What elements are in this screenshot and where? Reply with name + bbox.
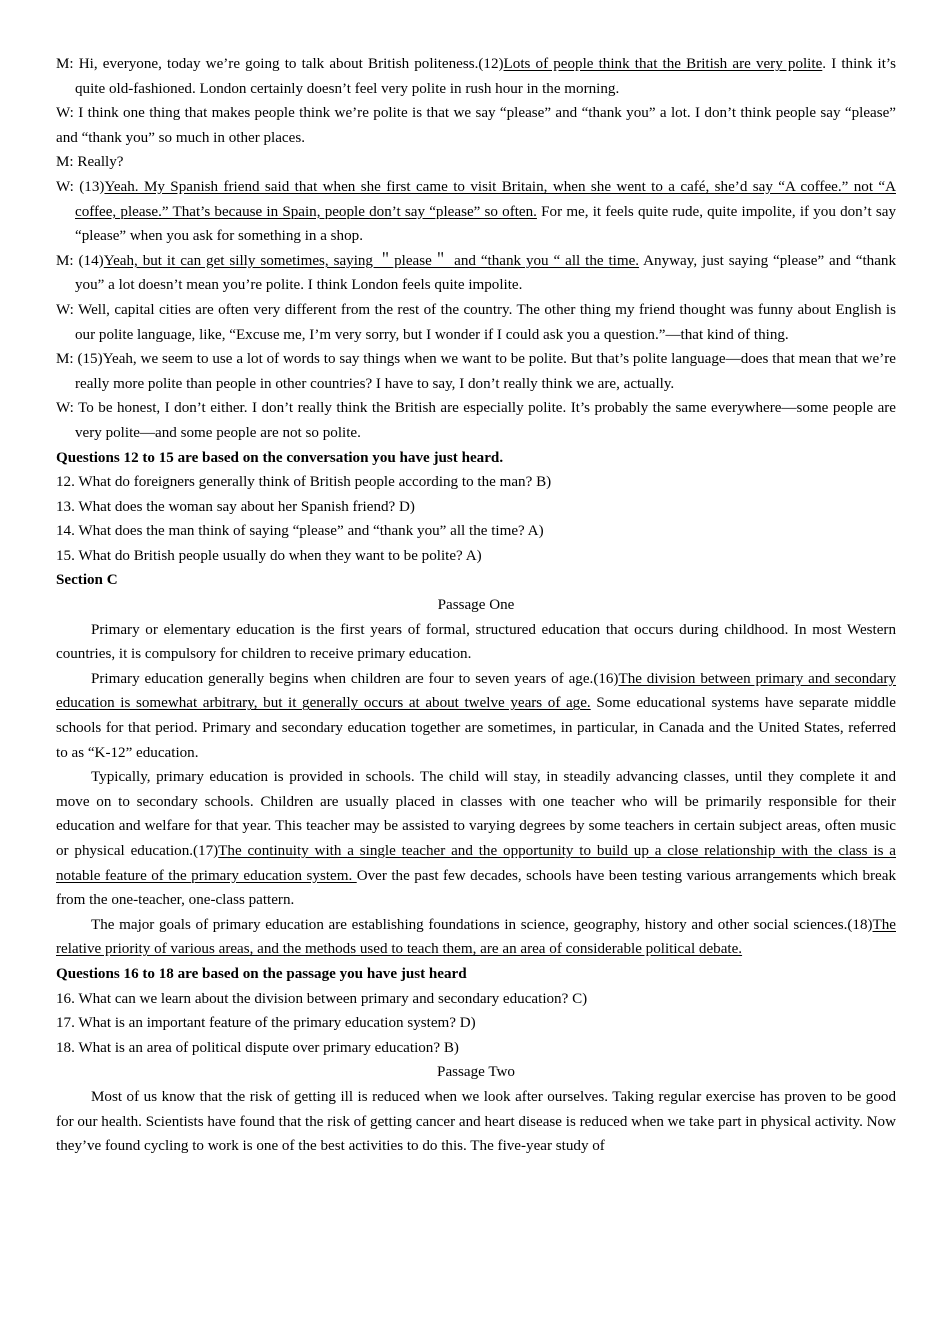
plain-text: Well, capital cities are often very different from the rest of the country. The other thing my friend thought was funny about English is our polite language, like, “Excuse me, I’m very sorry, but I wonder if I could ask you a question.”—that kind of thing. [75,301,896,343]
speaker-label: W: [56,178,80,195]
dialogue-line [56,101,896,150]
passage-paragraph [56,618,896,667]
plain-text: Primary education generally begins when children are four to seven years of age.(16) [91,670,619,687]
passage-two-body [56,1085,896,1159]
passage-paragraph [56,913,896,962]
underlined-text: The continuity with a single teacher and the opportunity to build up a close relationship with the class is a notable feature of the primary education system. [56,843,897,884]
question-item: 12. What do foreigners generally think of British people according to the man? B) [56,474,552,491]
underlined-text: Yeah. My Spanish friend said that when she first came to visit Britain, when she went to a café, she’d say “A coffee.” not “A coffee, please.” That’s because in Spain, people don’t say “please” so often. [75,178,896,220]
question-item: 18. What is an area of political dispute over primary education? B) [56,1039,459,1056]
speaker-label: M: [56,154,78,171]
passage-paragraph [56,1085,896,1159]
passage-paragraph [56,667,896,765]
plain-text: Most of us know that the risk of getting ill is reduced when we look after ourselves. Taking regular exercise has proven to be good for our health. Scientists have found that the risk of getting cancer and heart disease is reduced when we take part in physical activity. Now they’ve found cycling to work is one of the best activities to do this. The five-year study of [56,1088,896,1155]
underlined-text: The relative priority of various areas, and the methods used to teach them, are an area of considerable political debate. [56,916,896,958]
plain-text: The major goals of primary education are establishing foundations in science, geography, history and other social sciences.(18) [91,916,873,933]
plain-text: Typically, primary education is provided in schools. The child will stay, in steadily advancing classes, until they complete it and move on to secondary schools. Children are usually placed in classes with one teacher who will be primarily responsible for their education and welfare for that year. This teacher may be assisted to varying degrees by some teachers in certain subject areas, often music or physical education.(17) [56,769,896,859]
questions-12-15-list [56,470,896,568]
passage-one-body [56,618,896,962]
plain-text: Over the past few decades, schools have been testing various arrangements which break from the one-teacher, one-class pattern. [56,867,896,909]
dialogue-line [56,150,896,175]
plain-text: Some educational systems have separate middle schools for that period. Primary and secondary education together are sometimes, in particular, in Canada and the United States, referred to as “K-12” education. [56,695,896,761]
question-item: 16. What can we learn about the division between primary and secondary education? C) [56,990,588,1007]
conversation-block [56,52,896,446]
question-item: 14. What does the man think of saying “please” and “thank you” all the time? A) [56,523,544,540]
plain-text: I think one thing that makes people think we’re polite is that we say “please” and “thank you” a lot. I don’t think people say “please” and “thank you” so much in other places. [56,105,896,146]
question-item: 13. What does the woman say about her Spanish friend? D) [56,498,415,515]
passage-paragraph [56,765,896,913]
questions-16-18-heading: Questions 16 to 18 are based on the passage you have just heard [56,965,467,982]
underlined-text: Lots of people think that the British are very polite [503,56,823,72]
speaker-label: M: [56,252,79,269]
plain-text: . I think it’s quite old-fashioned. London certainly doesn’t feel very polite in rush hour in the morning. [75,56,896,97]
plain-text: (14) [78,252,104,269]
plain-text: To be honest, I don’t either. I don’t really think the British are especially polite. It’s probably the same everywhere—some people are very polite—and some people are not so polite. [75,400,896,441]
document-body [56,52,896,1159]
dialogue-line [56,298,896,347]
question-item: 15. What do British people usually do when they want to be polite? A) [56,547,482,564]
question-item: 17. What is an important feature of the primary education system? D) [56,1015,476,1032]
plain-text: Anyway, just saying “please” and “thank you” a lot doesn’t mean you’re polite. I think London feels quite impolite. [75,252,896,294]
underlined-text: The division between primary and secondary education is somewhat arbitrary, but it generally occurs at about twelve years of age. [56,670,896,712]
speaker-label: W: [56,400,79,417]
underlined-text: Yeah, but it can get silly sometimes, saying ＂please＂ and “thank you “ all the time. [103,252,640,269]
plain-text: Hi, everyone, today we’re going to talk about British politeness.(12) [78,56,504,72]
dialogue-line [56,347,896,396]
speaker-label: M: [56,351,78,368]
plain-text: Primary or elementary education is the first years of formal, structured education that occurs during childhood. In most Western countries, it is compulsory for children to receive primary education. [56,621,896,663]
plain-text: For me, it feels quite rude, quite impolite, if you don’t say “please” when you ask for something in a shop. [75,203,897,245]
questions-16-18-list [56,987,896,1061]
plain-text: Really? [77,154,124,171]
plain-text: (13) [79,178,105,195]
dialogue-line [56,175,896,249]
dialogue-line [56,396,896,445]
speaker-label: M: [56,56,79,72]
dialogue-line [56,249,896,298]
questions-12-15-heading: Questions 12 to 15 are based on the conversation you have just heard. [56,449,504,466]
speaker-label: W: [56,105,79,122]
speaker-label: W: [56,301,79,318]
passage-one-title: Passage One [437,597,515,614]
passage-two-title: Passage Two [437,1064,515,1081]
plain-text: (15)Yeah, we seem to use a lot of words to say things when we want to be polite. But that’s polite language—does that mean that we’re really more polite than people in other countries? I have to say, I don’t really think we are, actually. [75,351,896,392]
dialogue-line [56,52,896,101]
section-c-label: Section C [56,572,118,589]
